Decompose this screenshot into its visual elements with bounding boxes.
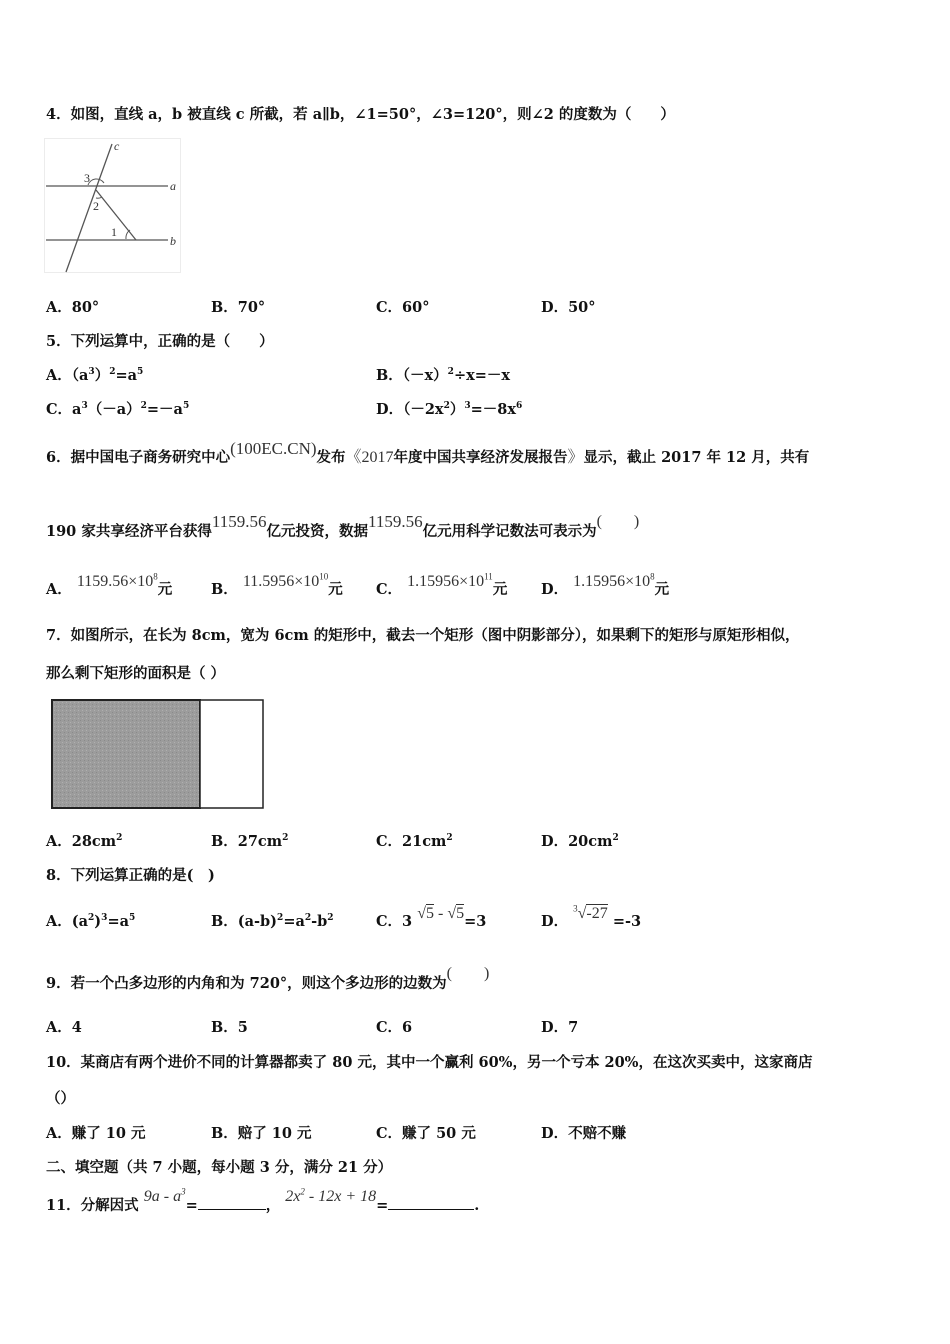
line-c xyxy=(66,144,112,272)
q6-line1: 6．据中国电子商务研究中心(100EC.CN)发布《2017年度中国共享经济发展报告》显示，截止 2017 年 12 月，共有 xyxy=(46,439,810,466)
q7-option-d: D．$20cm^2$ xyxy=(541,833,619,850)
label-a: a xyxy=(170,179,176,193)
q6-option-d: D． $1.15956\times 10^8$元 xyxy=(541,571,670,598)
q8-text: 8．下列运算正确的是( ) xyxy=(46,867,215,884)
q10-line1: 10．某商店有两个进价不同的计算器都卖了 80 元，其中一个赢利 60%，另一个亏本 20%，在这次买卖中，这家商店 xyxy=(46,1054,813,1071)
q10-option-c: C．赚了 50 元 xyxy=(376,1125,476,1142)
q11-line: 11．分解因式 $9a - a^3=$ ， $2x^2 - 12x + 18=$ . xyxy=(46,1186,480,1214)
q5-option-b: B．$(-x)^2\div x=-x$ xyxy=(376,367,511,384)
q10-line2: （） xyxy=(46,1090,75,1107)
q9-text: 9．若一个凸多边形的内角和为 720°，则这个多边形的边数为( ) xyxy=(46,965,490,992)
remaining-rectangle xyxy=(200,700,263,808)
q4-option-a: A．80° xyxy=(46,299,100,316)
q8-option-d: D． $^3$√-27 =-3 xyxy=(541,903,642,930)
section-2-title: 二、填空题（共 7 小题，每小题 3 分，满分 21 分） xyxy=(46,1159,393,1176)
q7-option-a: A．$28cm^2$ xyxy=(46,833,123,850)
q7-line2: 那么剩下矩形的面积是（ ） xyxy=(46,665,226,682)
q8-option-c: C．3 √5 - √5=3 xyxy=(376,905,487,930)
q9-option-b: B．5 xyxy=(211,1019,248,1036)
label-3: 3 xyxy=(84,171,90,185)
q6-option-a: A． $1159.56\times 10^8$元 xyxy=(46,571,173,598)
q4-option-c: C．60° xyxy=(376,299,430,316)
q8-option-a: A．$(a^2)^3=a^5$ xyxy=(46,913,136,930)
q10-option-b: B．赔了 10 元 xyxy=(211,1125,312,1142)
q4-option-b: B．70° xyxy=(211,299,266,316)
q5-option-c: C．$a^3(-a)^2=-a^5$ xyxy=(46,401,190,418)
q9-option-a: A．4 xyxy=(46,1019,82,1036)
q5-option-a: A．$(a^3)^2=a^5$ xyxy=(46,367,144,384)
shaded-rectangle xyxy=(52,700,200,808)
q9-option-d: D．7 xyxy=(541,1019,579,1036)
q8-option-b: B．$(a-b)^2=a^2-b^2$ xyxy=(211,913,334,930)
q7-option-b: B．$27cm^2$ xyxy=(211,833,289,850)
q9-option-c: C．6 xyxy=(376,1019,413,1036)
label-2: 2 xyxy=(93,199,99,213)
q4-text: 4．如图，直线 a，b 被直线 c 所截，若 a∥b，∠1=50°，∠3=120°，则∠2 的度数为（ ） xyxy=(46,106,675,123)
q6-line2: 190 家共享经济平台获得1159.56亿元投资，数据1159.56亿元用科学记数法可表示为( ) xyxy=(46,512,640,540)
q11-blank-2 xyxy=(388,1195,474,1210)
q7-figure xyxy=(48,696,272,812)
q10-option-d: D．不赔不赚 xyxy=(541,1125,627,1142)
q7-line1: 7．如图所示，在长为 8cm，宽为 6cm 的矩形中，截去一个矩形（图中阴影部分），如果剩下的矩形与原矩形相似， xyxy=(46,627,800,644)
q7-option-c: C．$21cm^2$ xyxy=(376,833,453,850)
q6-option-c: C． $1.15956\times 10^{11}$元 xyxy=(376,571,508,598)
label-1: 1 xyxy=(111,225,117,239)
q4-option-d: D．50° xyxy=(541,299,596,316)
q10-option-a: A．赚了 10 元 xyxy=(46,1125,146,1142)
label-c: c xyxy=(114,139,120,153)
label-b: b xyxy=(170,234,176,248)
q5-option-d: D．$(-2x^2)^3=-8x^6$ xyxy=(376,401,523,418)
q6-option-b: B． $11.5956\times 10^{10}$元 xyxy=(211,571,343,598)
q11-blank-1 xyxy=(198,1195,266,1210)
q5-text: 5．下列运算中，正确的是（ ） xyxy=(46,333,274,350)
q4-figure xyxy=(44,138,182,273)
